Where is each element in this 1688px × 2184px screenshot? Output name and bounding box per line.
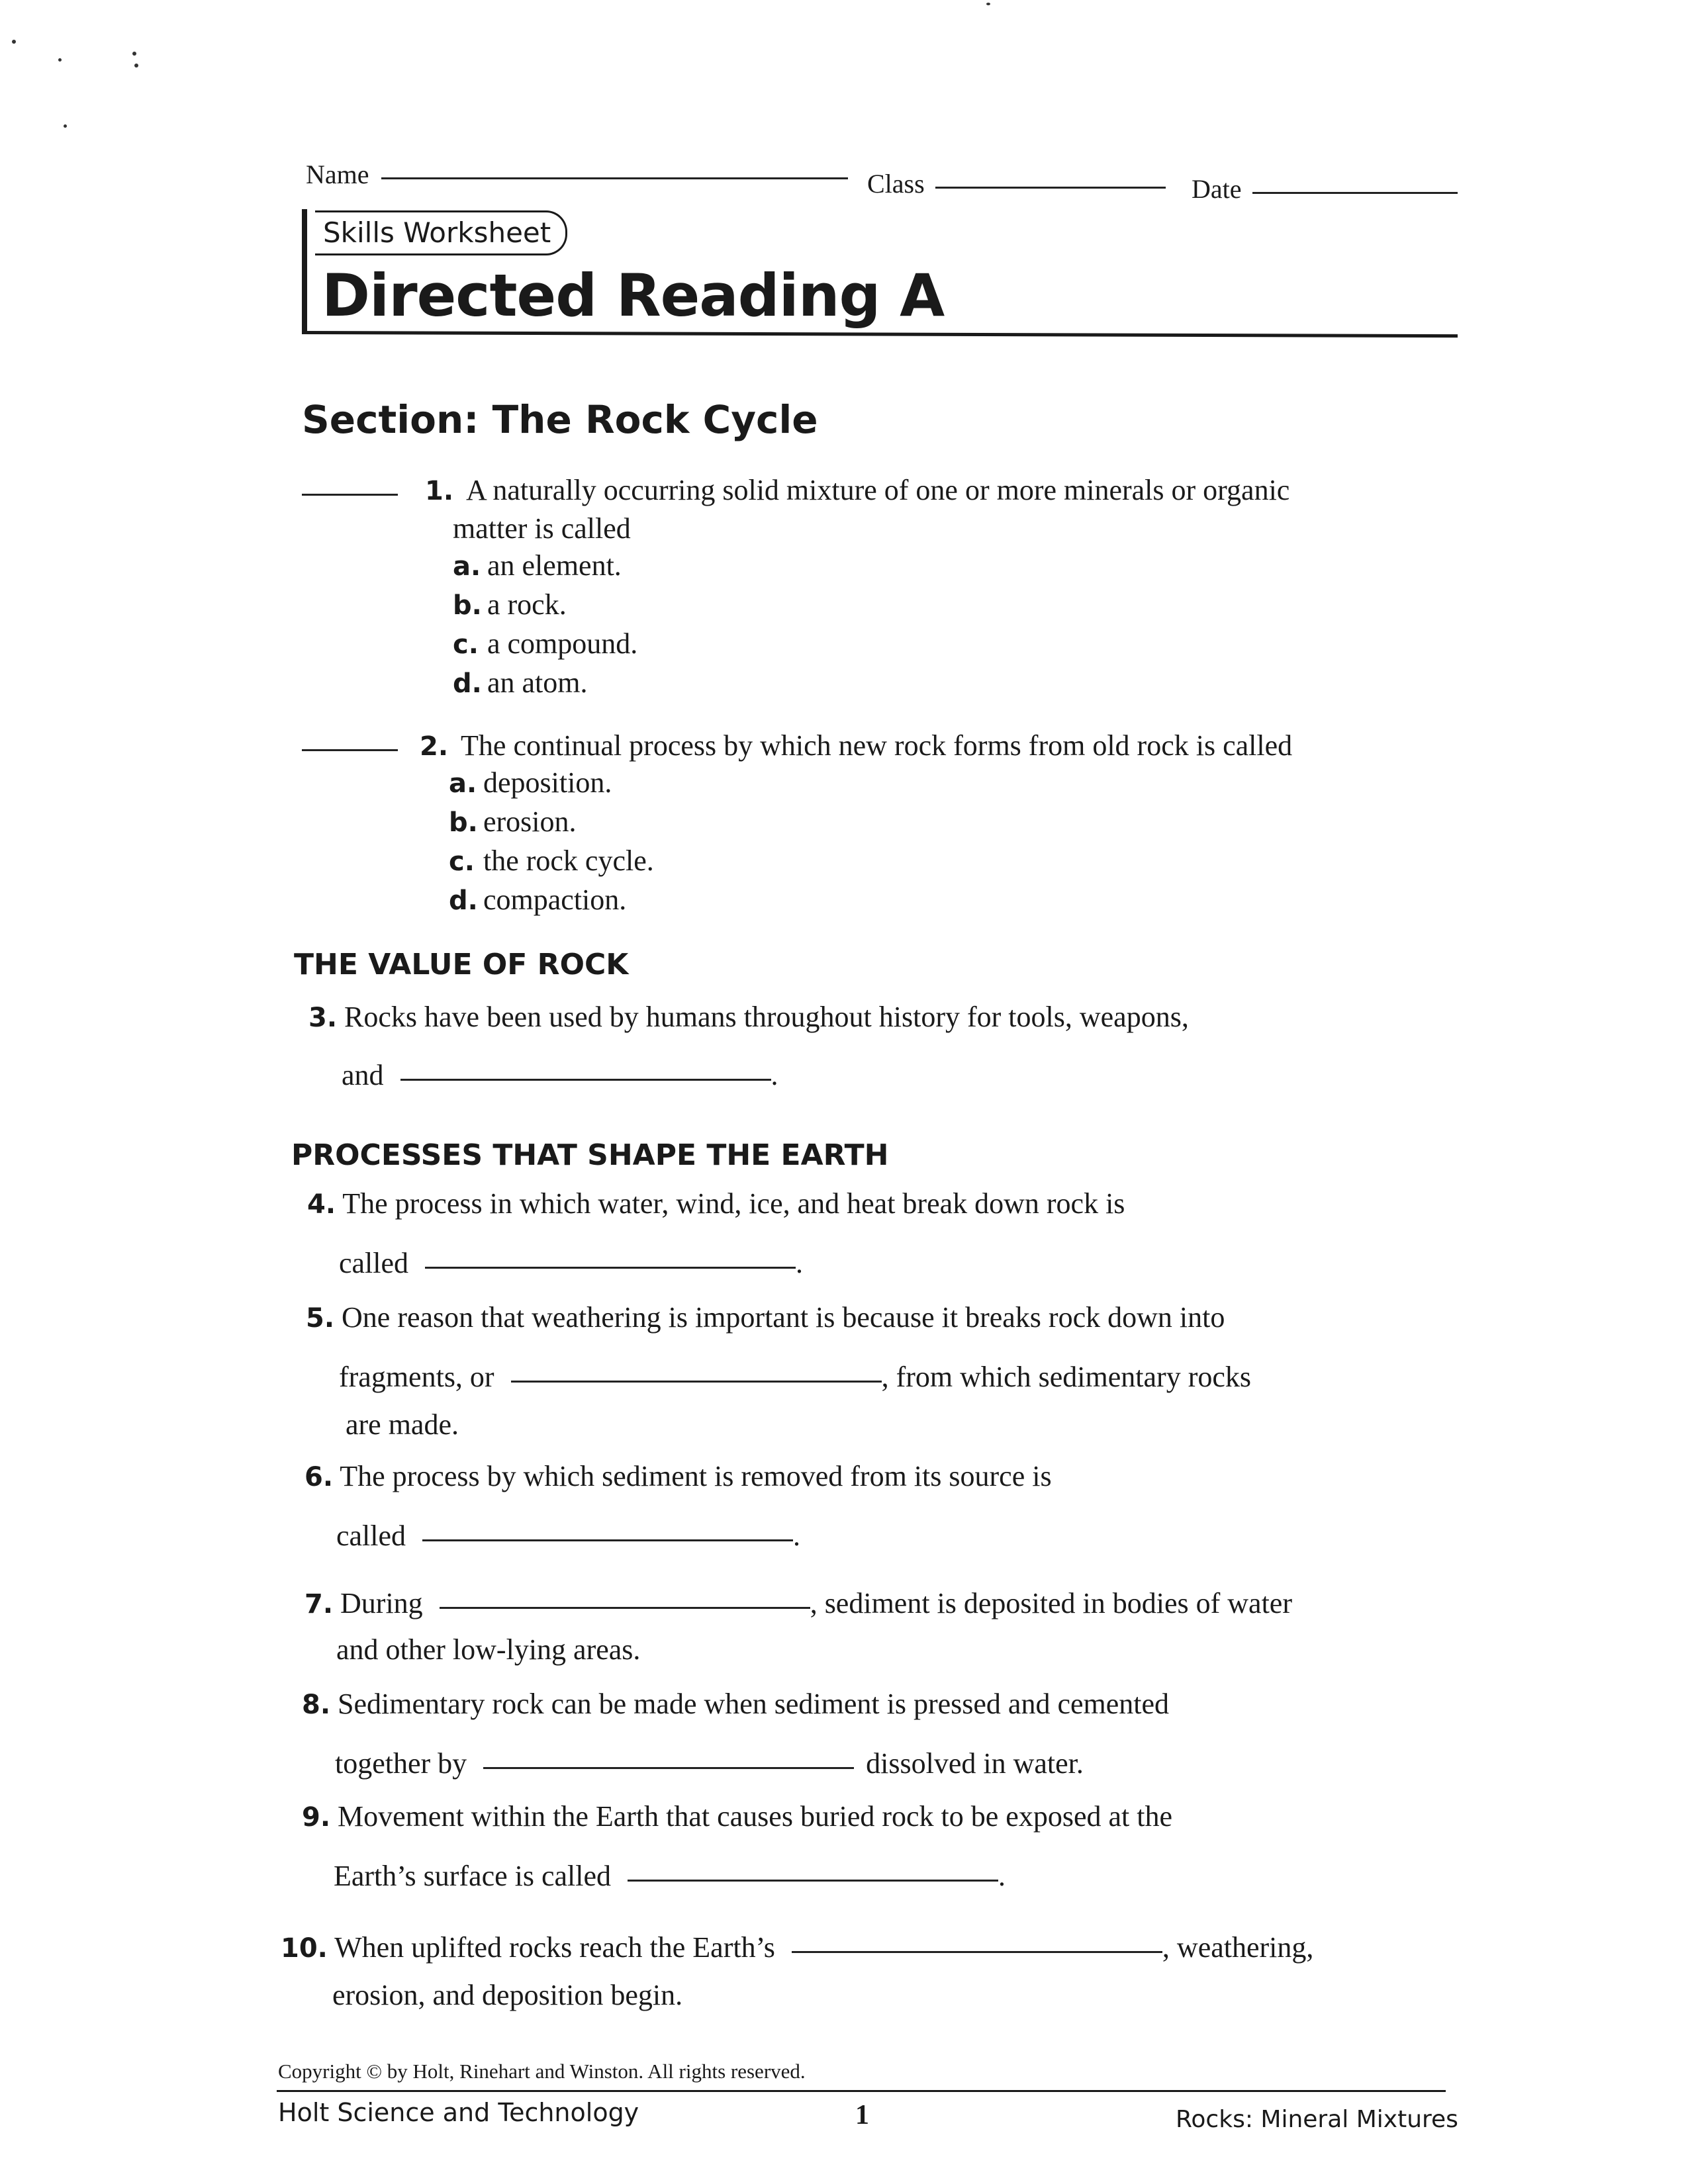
option-letter: b.: [449, 807, 478, 838]
fill-question-7: [305, 1584, 1292, 1623]
option-text: erosion.: [483, 805, 577, 838]
fill-question-5: [306, 1298, 1225, 1338]
option-text: an atom.: [487, 666, 588, 699]
option-text: deposition.: [483, 766, 612, 799]
option-a: [449, 764, 654, 803]
mc-question-2: [302, 727, 1467, 766]
option-text: a rock.: [487, 588, 567, 621]
answer-suffix: .: [998, 1860, 1006, 1892]
question-text: The process in which water, wind, ice, and heat break down rock is: [342, 1187, 1125, 1220]
name-field: [306, 159, 848, 190]
scan-speck: [132, 52, 136, 56]
option-b: [453, 586, 637, 625]
answer-blank-5[interactable]: [511, 1381, 882, 1383]
fill-question-5-answer: [339, 1358, 1251, 1396]
fill-question-3: [308, 998, 1189, 1037]
question-text: Movement within the Earth that causes buried rock to be exposed at the: [338, 1800, 1172, 1833]
question-text: The process by which sediment is removed from its source is: [340, 1460, 1052, 1492]
answer-blank-1[interactable]: [302, 494, 398, 496]
fill-question-4-answer: [339, 1244, 803, 1283]
heading-processes: PROCESSES THAT SHAPE THE EARTH: [291, 1138, 889, 1172]
option-letter: b.: [453, 590, 482, 621]
option-c: [449, 842, 654, 881]
date-field: [1192, 173, 1458, 205]
answer-prefix: fragments, or: [339, 1361, 494, 1393]
question-text-cont: are made.: [346, 1408, 459, 1441]
scan-speck: [64, 124, 67, 128]
fill-question-8-answer: [335, 1745, 1084, 1783]
chapter-title: Rocks: Mineral Mixtures: [1176, 2106, 1458, 2133]
name-blank[interactable]: [381, 177, 848, 179]
option-letter: a.: [449, 768, 477, 799]
question-text-cont: erosion, and deposition begin.: [332, 1979, 683, 2011]
answer-prefix: called: [339, 1247, 409, 1279]
date-blank[interactable]: [1252, 192, 1458, 194]
option-letter: d.: [449, 886, 478, 916]
answer-blank-2[interactable]: [302, 749, 398, 751]
page-title: Directed Reading A: [322, 261, 945, 330]
option-d: [453, 664, 637, 703]
answer-prefix: When uplifted rocks reach the Earth’s: [334, 1931, 775, 1964]
name-label: Name: [306, 159, 369, 189]
skills-worksheet-text: Skills Worksheet: [323, 216, 551, 249]
answer-prefix: called: [336, 1520, 406, 1552]
footer-rule: [277, 2090, 1446, 2092]
scan-speck: [58, 58, 62, 62]
option-letter: d.: [453, 668, 482, 699]
fill-question-6-answer: [336, 1517, 800, 1555]
answer-suffix: .: [796, 1247, 804, 1279]
class-label: Class: [867, 169, 925, 199]
question-number: 1.: [425, 476, 454, 506]
option-text: an element.: [487, 549, 622, 582]
option-text: a compound.: [487, 627, 638, 660]
fill-question-4: [307, 1185, 1125, 1224]
answer-blank-7[interactable]: [440, 1607, 810, 1609]
fill-question-6: [305, 1457, 1052, 1496]
scan-speck: [986, 3, 990, 5]
fill-question-9-answer: [334, 1857, 1006, 1895]
question-text: A naturally occurring solid mixture of one or more minerals or organic: [466, 474, 1290, 506]
option-letter: c.: [453, 629, 479, 660]
answer-prefix: Earth’s surface is called: [334, 1860, 612, 1892]
option-c: [453, 625, 637, 664]
page-number: 1: [855, 2100, 869, 2130]
option-list: [453, 547, 637, 703]
skills-worksheet-tag: [315, 210, 567, 255]
publisher-name: Holt Science and Technology: [278, 2098, 639, 2127]
answer-blank-4[interactable]: [425, 1267, 796, 1269]
fill-question-3-answer: [342, 1056, 778, 1095]
option-letter: a.: [453, 551, 481, 582]
question-number: 7.: [305, 1589, 334, 1619]
answer-blank-9[interactable]: [628, 1880, 998, 1882]
question-number: 8.: [302, 1690, 331, 1720]
fill-question-10: [281, 1929, 1313, 1968]
scan-speck: [12, 40, 16, 44]
option-letter: c.: [449, 846, 475, 877]
question-text: Sedimentary rock can be made when sediment is pressed and cemented: [338, 1688, 1170, 1720]
question-text: The continual process by which new rock forms from old rock is called: [461, 729, 1293, 762]
answer-suffix: .: [771, 1059, 778, 1091]
question-text-cont: matter is called: [453, 512, 631, 545]
answer-blank-6[interactable]: [422, 1539, 793, 1541]
option-b: [449, 803, 654, 842]
question-number: 3.: [308, 1003, 338, 1033]
question-number: 2.: [420, 731, 449, 762]
scan-speck: [134, 64, 138, 68]
date-label: Date: [1192, 174, 1242, 204]
answer-suffix: , weathering,: [1162, 1931, 1314, 1964]
option-text: the rock cycle.: [483, 844, 654, 877]
heading-value-of-rock: THE VALUE OF ROCK: [294, 948, 629, 981]
banner-left-rule: [302, 209, 307, 334]
question-number: 10.: [281, 1933, 328, 1964]
class-blank[interactable]: [935, 187, 1166, 189]
question-text: Rocks have been used by humans throughout history for tools, weapons,: [344, 1001, 1189, 1033]
answer-prefix: and: [342, 1059, 384, 1091]
class-field: [867, 168, 1166, 199]
answer-suffix: , from which sedimentary rocks: [881, 1361, 1251, 1393]
answer-suffix: dissolved in water.: [866, 1747, 1084, 1780]
question-text-cont: and other low-lying areas.: [336, 1633, 641, 1666]
question-text: One reason that weathering is important is because it breaks rock down into: [342, 1301, 1225, 1334]
option-d: [449, 881, 654, 920]
option-list: [449, 764, 654, 920]
question-number: 5.: [306, 1303, 335, 1334]
option-a: [453, 547, 637, 586]
question-number: 9.: [302, 1802, 331, 1833]
section-title: Section: The Rock Cycle: [302, 397, 818, 442]
answer-prefix: together by: [335, 1747, 467, 1780]
answer-suffix: .: [793, 1520, 801, 1552]
question-number: 4.: [307, 1189, 336, 1220]
answer-suffix: , sediment is deposited in bodies of water: [810, 1587, 1292, 1619]
answer-blank-8[interactable]: [483, 1767, 854, 1769]
copyright-notice: Copyright © by Holt, Rinehart and Winston. All rights reserved.: [278, 2060, 806, 2083]
answer-blank-3[interactable]: [400, 1079, 771, 1081]
answer-prefix: During: [340, 1587, 423, 1619]
fill-question-9: [302, 1797, 1172, 1837]
question-number: 6.: [305, 1462, 334, 1492]
mc-question-1: [302, 471, 1467, 510]
fill-question-8: [302, 1685, 1169, 1724]
option-text: compaction.: [483, 884, 627, 916]
answer-blank-10[interactable]: [792, 1951, 1162, 1953]
